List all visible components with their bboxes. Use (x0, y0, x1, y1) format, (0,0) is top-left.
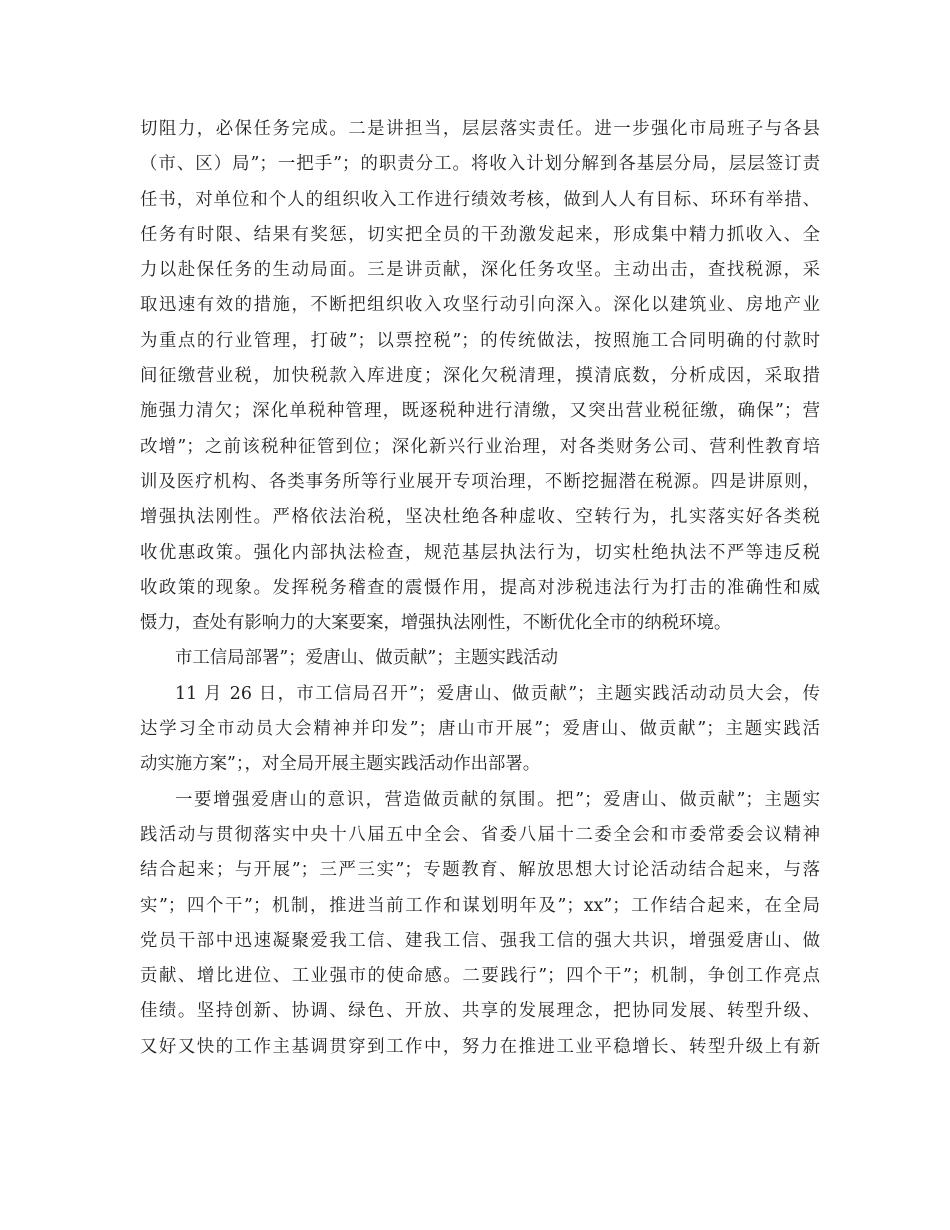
text-line: 实”；四个干”；机制，推进当前工作和谋划明年及”；xx”；工作结合起来，在全局 (140, 895, 820, 916)
text-line: 慑力，查处有影响力的大案要案，增强执法刚性，不断优化全市的纳税环境。 (140, 613, 732, 634)
text-line: 切阻力，必保任务完成。二是讲担当，层层落实责任。进一步强化市局班子与各县 (140, 119, 820, 139)
text-line: 佳绩。坚持创新、协调、绿色、开放、共享的发展理念，把协同发展、转型升级、 (140, 1001, 820, 1022)
paragraph-1 (140, 112, 820, 641)
text-line: 任务有时限、结果有奖惩，切实把全员的干劲激发起来，形成集中精力抓收入、全 (140, 224, 820, 245)
text-line: 改增”；之前该税种征管到位；深化新兴行业治理，对各类财务公司、营利性教育培 (140, 436, 820, 457)
text-line: 又好又快的工作主基调贯穿到工作中，努力在推进工业平稳增长、转型升级上有新 (140, 1036, 820, 1057)
paragraph-4 (140, 783, 820, 1065)
text-line: 结合起来；与开展”；三严三实”；专题教育、解放思想大讨论活动结合起来，与落 (140, 860, 820, 881)
text-line: 贡献、增比进位、工业强市的使命感。二要践行”；四个干”；机制，争创工作亮点 (140, 966, 820, 987)
text-line: 间征缴营业税，加快税款入库进度；深化欠税清理，摸清底数，分析成因，采取措 (140, 366, 820, 387)
document-body (140, 112, 820, 1065)
paragraph-3 (140, 677, 820, 783)
section-heading: 市工信局部署”；爱唐山、做贡献”；主题实践活动 (175, 648, 558, 669)
text-line: 一要增强爱唐山的意识，营造做贡献的氛围。把”；爱唐山、做贡献”；主题实 (175, 789, 820, 810)
text-line: 达学习全市动员大会精神并印发”；唐山市开展”；爱唐山、做贡献”；主题实践活 (140, 719, 820, 740)
paragraph-2 (140, 641, 820, 676)
text-line: （市、区）局”；一把手”；的职责分工。将收入计划分解到各基层分局，层层签订责 (140, 154, 820, 175)
text-line: 增强执法刚性。严格依法治税，坚决杜绝各种虚收、空转行为，扎实落实好各类税 (140, 507, 820, 528)
text-line: 11 月 26 日，市工信局召开”；爱唐山、做贡献”；主题实践活动动员大会，传 (175, 683, 820, 704)
text-line: 收优惠政策。强化内部执法检查，规范基层执法行为，切实杜绝执法不严等违反税 (140, 542, 820, 563)
text-line: 训及医疗机构、各类事务所等行业展开专项治理，不断挖掘潜在税源。四是讲原则， (140, 471, 820, 492)
text-line: 收政策的现象。发挥税务稽查的震慑作用，提高对涉税违法行为打击的准确性和威 (140, 577, 820, 598)
text-line: 取迅速有效的措施，不断把组织收入攻坚行动引向深入。深化以建筑业、房地产业 (140, 295, 820, 316)
text-line: 施强力清欠；深化单税种管理，既逐税种进行清缴，又突出营业税征缴，确保”；营 (140, 401, 820, 422)
text-line: 力以赴保任务的生动局面。三是讲贡献，深化任务攻坚。主动出击，查找税源，采 (140, 260, 820, 281)
text-line: 任书，对单位和个人的组织收入工作进行绩效考核，做到人人有目标、环环有举措、 (140, 189, 820, 210)
text-line: 践活动与贯彻落实中央十八届五中全会、省委八届十二委全会和市委常委会议精神 (140, 824, 820, 845)
text-line: 党员干部中迅速凝聚爱我工信、建我工信、强我工信的强大共识，增强爱唐山、做 (140, 930, 820, 951)
text-line: 动实施方案”；，对全局开展主题实践活动作出部署。 (140, 754, 541, 775)
text-line: 为重点的行业管理，打破”；以票控税”；的传统做法，按照施工合同明确的付款时 (140, 330, 820, 351)
